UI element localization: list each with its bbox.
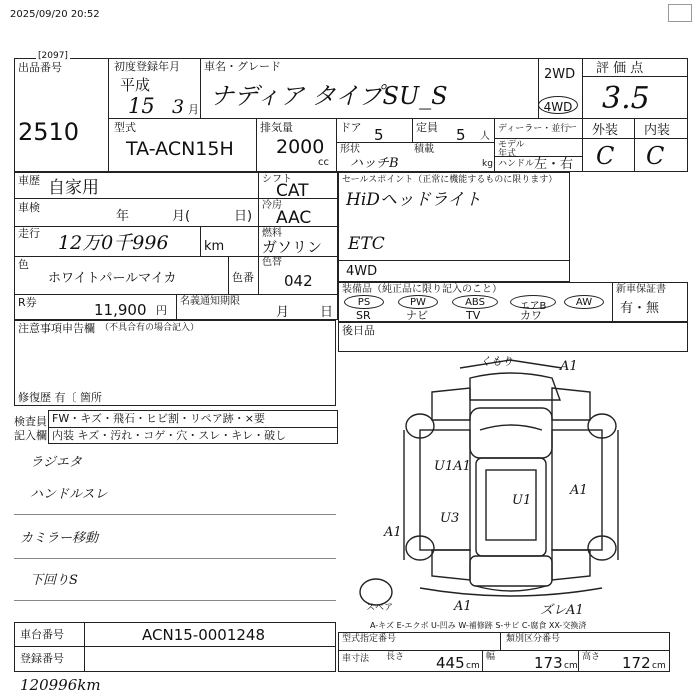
capacity-unit: 人 [480,131,490,142]
diagram-mark-a1-bottom: A1 [454,599,472,614]
recycle-unit: 円 [156,304,167,317]
sales-points-label: セールスポイント（正常に機能するものに限ります） [342,175,558,185]
car-name-label: 車名・グレード [204,60,281,73]
recycle-label: R券 [18,296,37,309]
diagram-mark-u3: U3 [440,511,460,526]
color-label: 色 [18,258,29,271]
equip-aw: AW [564,295,604,309]
equip-ps: PS [344,295,384,309]
doors-label: ドア [340,121,362,134]
inspection-year: 年 [116,209,130,224]
inspector-legend-1: FW・キズ・飛石・ヒビ割・リペア跡・×要 [52,412,265,425]
diagram-mark-top: くもり [480,355,513,368]
inspector-label-1: 検査員 [14,415,47,428]
fuel-label: 燃料 [262,228,282,239]
model-value: TA-ACN15H [126,138,234,160]
diagram-mark-a1-right: A1 [570,483,588,498]
diagram-mark-u1: U1 [512,493,532,508]
load-unit: kg [482,159,493,169]
timestamp: 2025/09/20 20:52 [10,9,100,20]
inspector-legend-2: 内装 キズ・汚れ・コゲ・穴・スレ・キレ・破し [52,429,287,442]
tax-notice-label: 名義通知期限 [180,296,240,307]
interior-label: 内装 [644,123,671,138]
remark-4: 下回りS [30,573,78,588]
history-value: 自家用 [48,178,99,198]
first-reg-month-unit: 月 [188,103,199,116]
equip-pw: PW [398,295,438,309]
score-label: 評 価 点 [596,61,644,76]
inspector-label-2: 記入欄 [14,429,47,442]
width-unit: cm [564,661,578,671]
equip-airbag: エアB [510,295,556,309]
shift-label: シフト [262,174,292,185]
color-code-label: 色番 [232,271,254,284]
width-label: 幅 [486,652,496,662]
sales-point-2: ETC [348,234,385,254]
height-value: 172 [622,654,651,672]
equip-sr: SR [356,309,371,322]
sales-point-3: 4WD [346,264,378,279]
equipment-label: 装備品（純正品に限り記入のこと） [342,284,502,295]
fuel-value: ガソリン [262,238,323,256]
remark-2: ハンドルスレ [30,487,108,502]
color-value: ホワイトパールマイカ [48,271,177,286]
car-name-value: ナディア タイプSU_S [210,82,448,110]
displacement-unit: cc [318,157,329,168]
height-label: 高さ [582,652,601,662]
notices-label: 注意事項申告欄 [18,322,95,335]
first-reg-era: 平成 [120,76,151,94]
spare-tire-label: スペア [366,603,394,613]
shape-label: 形状 [340,144,360,155]
length-label: 長さ [386,652,405,662]
first-reg-label: 初度登録年月 [114,60,180,73]
drive-4wd-circled: 4WD [538,96,578,114]
handle-value: 左・右 [534,157,574,172]
length-value: 445 [436,654,465,672]
capacity-value: 5 [456,126,466,144]
chassis-value: ACN15-0001248 [142,626,265,644]
model-label: 型式 [114,121,136,134]
notices-note: （不具合有の場合記入） [100,323,200,333]
dims-label: 車寸法 [342,654,370,664]
inspection-label: 車検 [18,201,40,214]
load-label: 積載 [414,144,434,155]
shift-value: CAT [276,181,309,201]
first-reg-month: 3 [172,96,185,118]
equip-leather: カワ [520,309,542,322]
recycle-value: 11,900 [94,301,147,319]
ac-value: AAC [276,208,312,228]
ac-label: 冷房 [262,200,282,211]
diagram-mark-a1-front: A1 [560,359,578,374]
inspection-day: 日) [234,209,253,224]
exterior-label: 外装 [592,123,619,138]
dealer-label: ディーラー・並行 [498,124,570,134]
chassis-label: 車台番号 [20,628,64,641]
mileage-label: 走行 [18,227,40,240]
color-code-value: 042 [284,272,313,290]
diagram-mark-u1a1: U1A1 [434,459,471,474]
equip-navi: ナビ [406,309,428,322]
aftermarket-label: 後日品 [342,324,375,337]
length-unit: cm [466,661,480,671]
sales-point-1: HiDヘッドライト [346,190,482,210]
equip-abs: ABS [452,295,498,309]
sheet-code: [2097] [38,51,68,61]
drive-2wd: 2WD [544,67,576,82]
lot-number: 2510 [18,118,80,146]
odometer-note: 120996km [20,676,101,694]
model-year-label: モデル 年式 [498,140,525,159]
exterior-grade: C [596,142,615,170]
tax-notice-day: 日 [320,305,334,320]
lot-label: 出品番号 [18,61,62,74]
height-unit: cm [652,661,666,671]
doors-value: 5 [374,126,384,144]
displacement-label: 排気量 [260,121,293,134]
remark-3: カミラー移動 [20,531,99,546]
interior-grade: C [646,142,665,170]
equip-tv: TV [466,309,481,322]
displacement-value: 2000 [276,136,325,158]
warranty-value: 有・無 [620,301,660,316]
category-label: 類別区分番号 [506,634,561,644]
diagram-mark-rear-right: ズレA1 [540,603,584,618]
remark-1: ラジエタ [30,455,83,470]
shape-value: ハッチB [350,156,399,171]
repair-label: 修復歴 有〔 箇所 [18,391,102,404]
score-value: 3.5 [602,81,650,116]
first-reg-year: 15 [128,94,155,118]
inspection-month: 月( [172,209,191,224]
color-change-label: 色替 [262,257,282,268]
registration-label: 登録番号 [20,652,64,665]
damage-legend: A-キズ E-エクボ U-凹み W-補修跡 S-サビ C-腐食 XX-交換済 [370,621,587,630]
type-cert-label: 型式指定番号 [342,634,397,644]
dealer-value: ー [568,123,578,133]
warranty-label: 新車保証書 [616,284,666,295]
history-label: 車歴 [18,174,40,187]
handle-label: ハンドル [498,159,535,169]
mileage-unit: km [204,239,225,254]
diagram-mark-a-left: A1 [384,525,402,540]
mileage-value: 12万0千996 [58,232,169,254]
tax-notice-month: 月 [276,305,290,320]
width-value: 173 [534,654,563,672]
capacity-label: 定員 [416,121,438,134]
